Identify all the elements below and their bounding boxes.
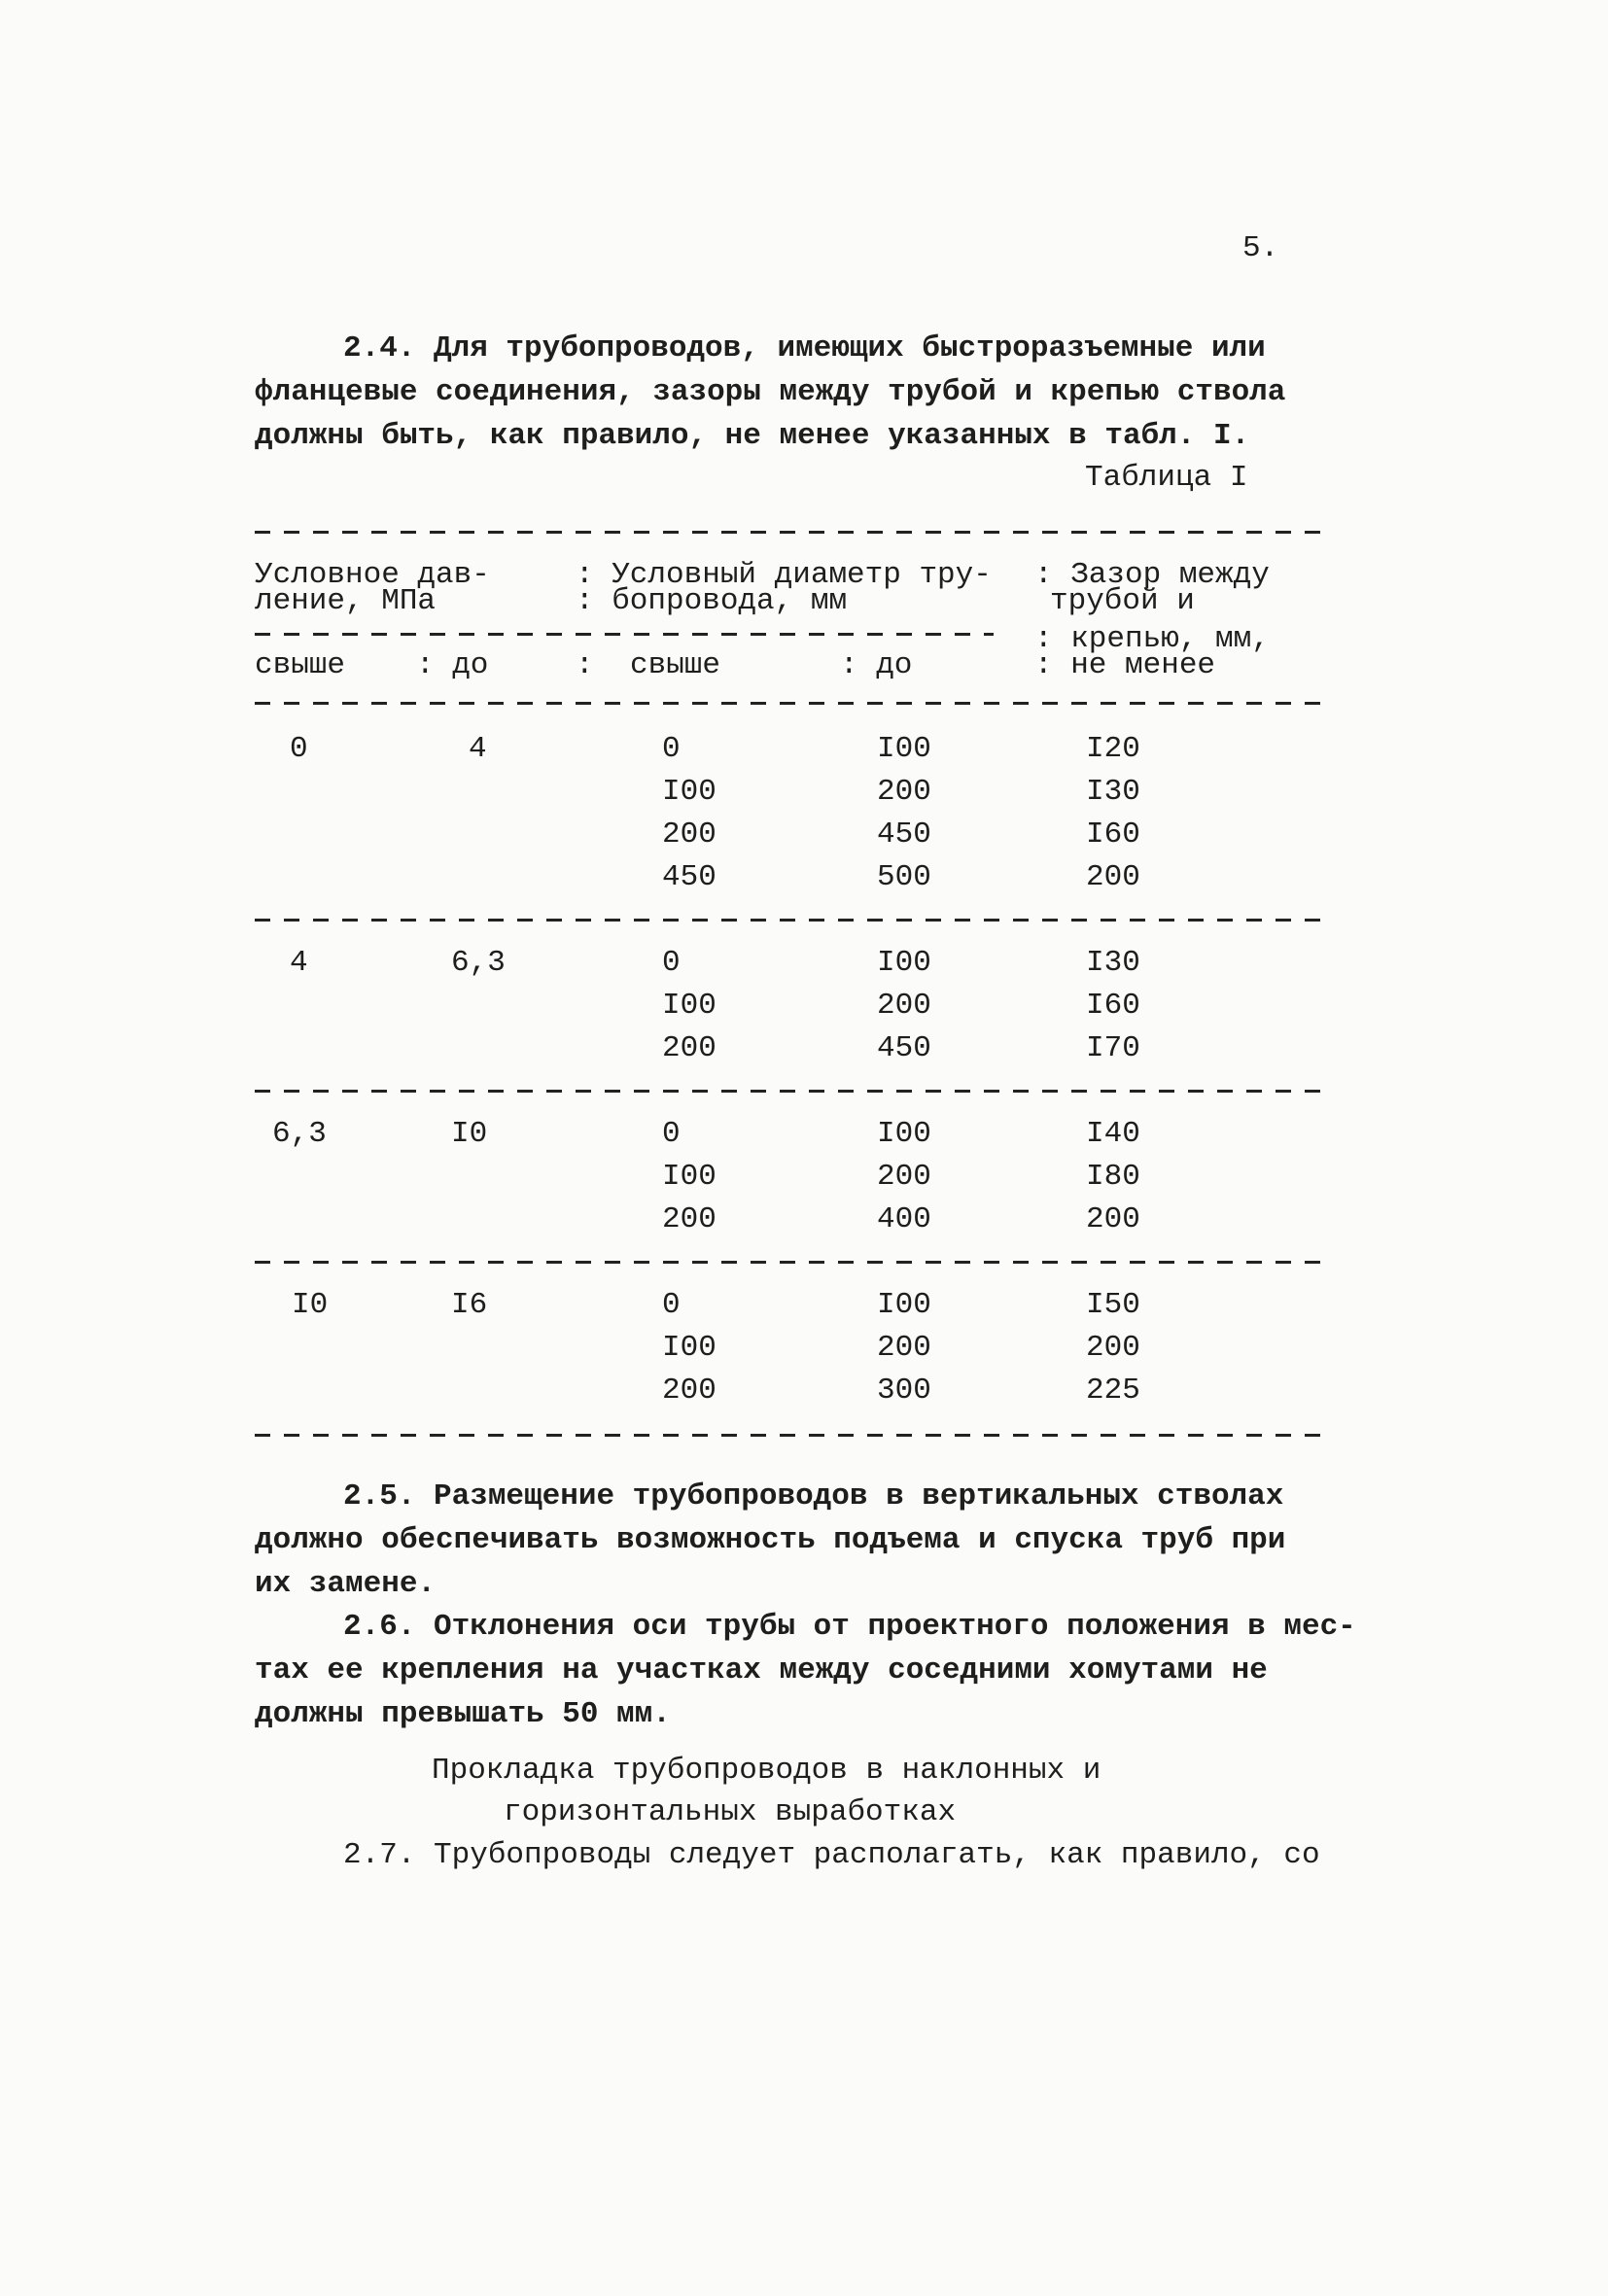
cell-d-from: 0 xyxy=(662,1288,681,1322)
table-rule-header-bottom xyxy=(255,702,1334,705)
cell-d-to: 500 xyxy=(877,860,931,894)
section-heading-line-1: Прокладка трубопроводов в наклонных и xyxy=(432,1754,1101,1788)
cell-d-to: 200 xyxy=(877,1160,931,1194)
page-number: 5. xyxy=(1242,231,1279,265)
cell-gap: 225 xyxy=(1086,1374,1140,1408)
cell-d-from: 0 xyxy=(662,732,681,766)
subheader-diameter-above: свыше xyxy=(630,648,721,682)
cell-gap: I60 xyxy=(1086,989,1140,1023)
cell-d-to: I00 xyxy=(877,946,931,980)
cell-gap: I60 xyxy=(1086,818,1140,852)
cell-d-to: I00 xyxy=(877,1117,931,1151)
cell-gap: I50 xyxy=(1086,1288,1140,1322)
cell-p-to: I0 xyxy=(451,1117,488,1151)
cell-d-from: 200 xyxy=(662,1202,717,1236)
para-2-6-line-1: 2.6. Отклонения оси трубы от проектного положения в мес- xyxy=(343,1610,1356,1644)
subheader-pressure-above: свыше xyxy=(255,648,346,682)
cell-d-to: 400 xyxy=(877,1202,931,1236)
cell-p-to: I6 xyxy=(451,1288,488,1322)
cell-d-to: I00 xyxy=(877,732,931,766)
cell-d-from: 200 xyxy=(662,1374,717,1408)
header-gap-3: : крепью, мм, xyxy=(1034,622,1270,656)
cell-d-from: I00 xyxy=(662,1160,717,1194)
header-gap-1: : Зазор между xyxy=(1034,558,1270,592)
cell-gap: I80 xyxy=(1086,1160,1140,1194)
table-caption: Таблица I xyxy=(1085,461,1248,495)
cell-gap: 200 xyxy=(1086,1331,1140,1365)
cell-d-from: I00 xyxy=(662,989,717,1023)
cell-gap: 200 xyxy=(1086,1202,1140,1236)
cell-d-from: I00 xyxy=(662,775,717,809)
cell-d-to: 200 xyxy=(877,775,931,809)
header-diameter-1: : Условный диаметр тру- xyxy=(576,558,992,592)
para-2-6-line-3: должны превышать 50 мм. xyxy=(255,1697,671,1731)
cell-gap: I30 xyxy=(1086,775,1140,809)
cell-d-to: 200 xyxy=(877,989,931,1023)
cell-d-from: 0 xyxy=(662,1117,681,1151)
cell-p-from: I0 xyxy=(292,1288,329,1322)
cell-d-to: 450 xyxy=(877,818,931,852)
cell-gap: 200 xyxy=(1086,860,1140,894)
para-2-6-line-2: тах ее крепления на участках между соседними хомутами не xyxy=(255,1653,1268,1687)
table-rule-bottom xyxy=(255,1434,1334,1437)
cell-d-to: 300 xyxy=(877,1374,931,1408)
cell-p-from: 4 xyxy=(290,946,308,980)
section-heading-line-2: горизонтальных выработках xyxy=(504,1795,957,1829)
para-2-7-line-1: 2.7. Трубопроводы следует располагать, как правило, со xyxy=(343,1838,1320,1872)
subheader-pressure-to: : до xyxy=(416,648,489,682)
table-rule-header-mid xyxy=(255,633,994,636)
cell-p-from: 0 xyxy=(290,732,308,766)
table-rule-top xyxy=(255,531,1334,534)
para-2-4-line-2: фланцевые соединения, зазоры между трубой и крепью ствола xyxy=(255,375,1286,409)
cell-d-to: 450 xyxy=(877,1031,931,1065)
header-diameter-2: : бопровода, мм xyxy=(576,584,848,618)
para-2-5-line-3: их замене. xyxy=(255,1567,437,1601)
table-rule-group xyxy=(255,919,1334,922)
para-2-4-line-1: 2.4. Для трубопроводов, имеющих быстроразъемные или xyxy=(343,331,1266,365)
header-pressure-1: Условное дав- xyxy=(255,558,490,592)
cell-d-from: 0 xyxy=(662,946,681,980)
cell-p-to: 6,3 xyxy=(451,946,506,980)
table-rule-group xyxy=(255,1090,1334,1093)
cell-d-from: I00 xyxy=(662,1331,717,1365)
para-2-4-line-3: должны быть, как правило, не менее указанных в табл. I. xyxy=(255,419,1250,453)
header-gap-4: : не менее xyxy=(1034,648,1216,682)
header-pressure-2: ление, МПа xyxy=(255,584,437,618)
para-2-5-line-2: должно обеспечивать возможность подъема и спуска труб при xyxy=(255,1523,1286,1557)
cell-p-from: 6,3 xyxy=(272,1117,327,1151)
cell-d-to: 200 xyxy=(877,1331,931,1365)
cell-gap: I40 xyxy=(1086,1117,1140,1151)
cell-d-from: 450 xyxy=(662,860,717,894)
cell-gap: I20 xyxy=(1086,732,1140,766)
header-gap-2: трубой и xyxy=(1050,584,1195,618)
cell-d-to: I00 xyxy=(877,1288,931,1322)
table-rule-group xyxy=(255,1261,1334,1264)
subheader-diameter-to: : до xyxy=(840,648,913,682)
cell-gap: I70 xyxy=(1086,1031,1140,1065)
subheader-colon: : xyxy=(576,648,594,682)
cell-d-from: 200 xyxy=(662,818,717,852)
para-2-5-line-1: 2.5. Размещение трубопроводов в вертикальных стволах xyxy=(343,1479,1284,1513)
cell-gap: I30 xyxy=(1086,946,1140,980)
cell-p-to: 4 xyxy=(469,732,487,766)
cell-d-from: 200 xyxy=(662,1031,717,1065)
